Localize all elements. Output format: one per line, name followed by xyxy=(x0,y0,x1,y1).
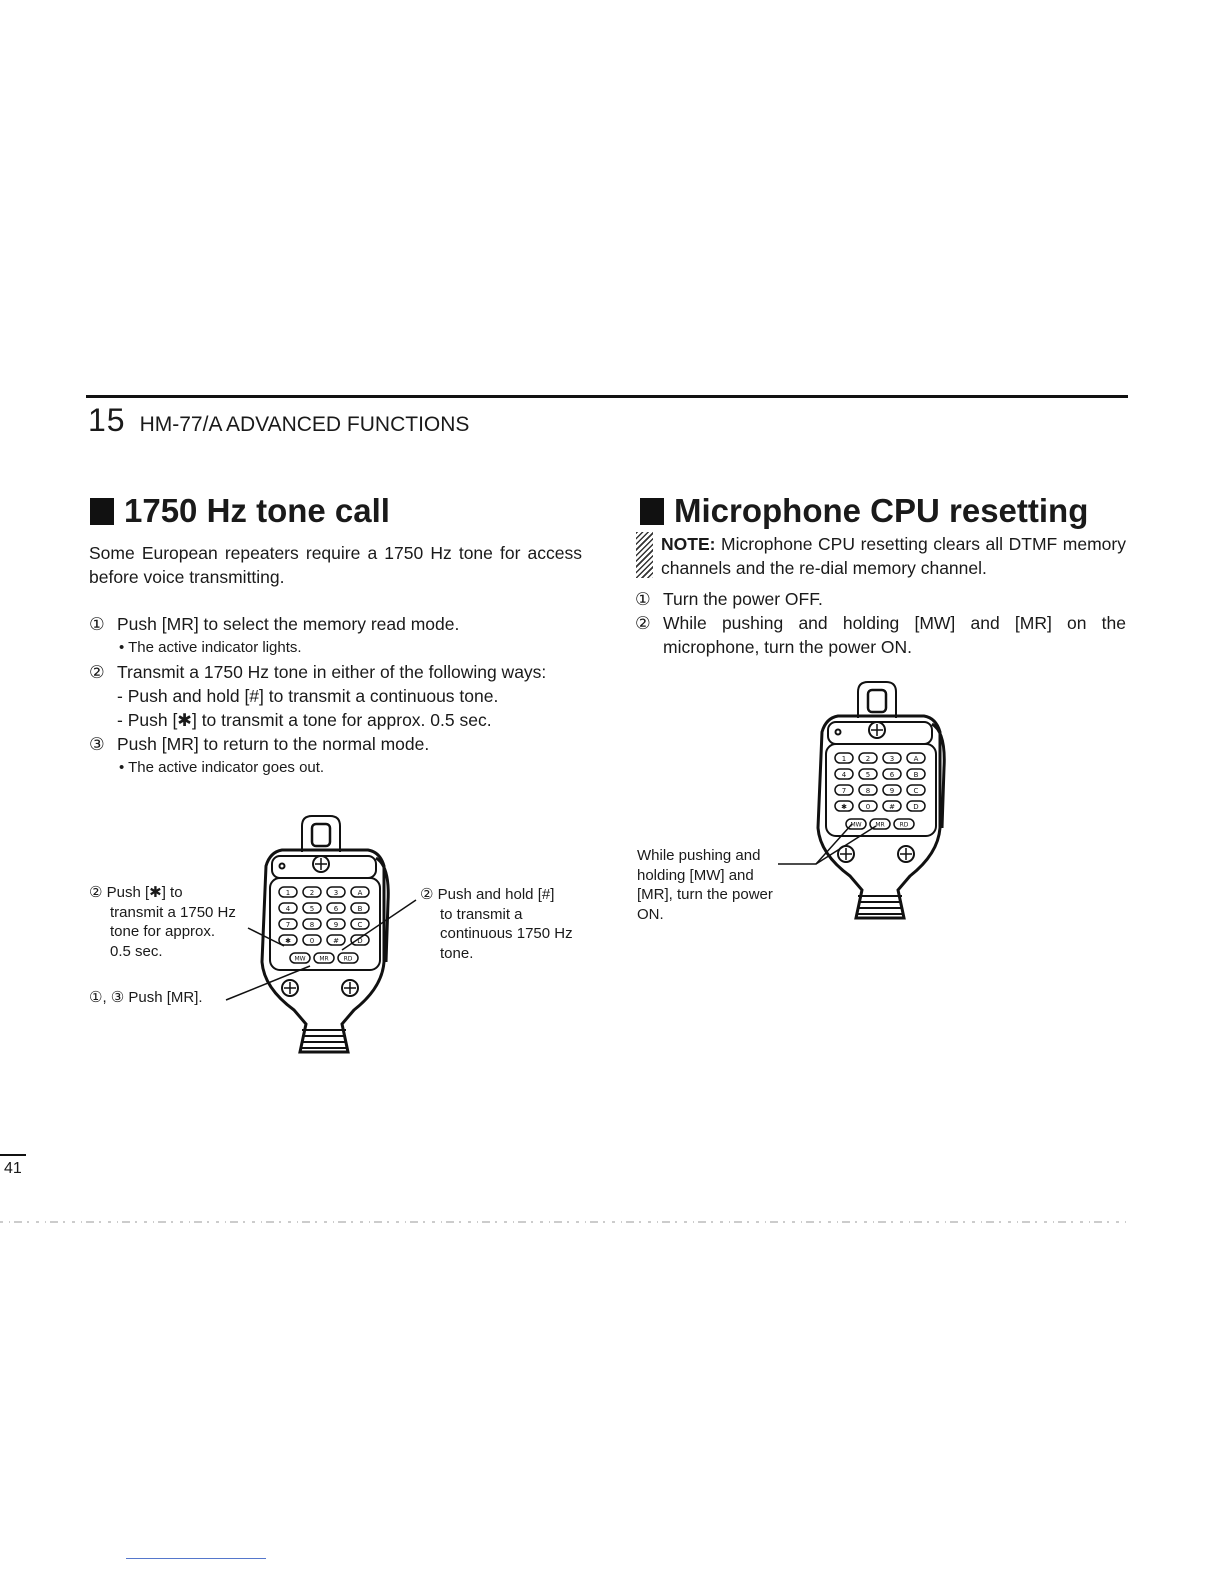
note-label: NOTE: xyxy=(661,534,716,554)
mic-side-ridge xyxy=(932,724,944,828)
mic-key-label: 0 xyxy=(865,803,871,811)
scan-speckle-line xyxy=(0,1216,1140,1228)
mic-indicator-icon xyxy=(836,730,841,735)
step-text: Transmit a 1750 Hz tone in either of the following ways: xyxy=(117,662,547,682)
mic-key-label: 2 xyxy=(865,755,871,763)
callout-hash-key xyxy=(420,885,573,963)
mic-key-label: # xyxy=(333,937,339,945)
leader-line-reset xyxy=(778,824,852,864)
section-bullet-icon xyxy=(90,498,114,525)
mic-key-label: 7 xyxy=(841,787,847,795)
callout-line: [MR], turn the power xyxy=(637,886,773,903)
microphone-illustration-left xyxy=(222,812,422,1058)
step-text: While pushing and holding [MW] and [MR] on the microphone, turn the power ON. xyxy=(663,613,1126,657)
mic-top-panel xyxy=(272,856,376,878)
callout-line: holding [MW] and xyxy=(637,866,754,884)
step-number: ② xyxy=(89,662,105,682)
leader-line-star xyxy=(248,928,284,946)
callout-line: 0.5 sec. xyxy=(110,942,163,960)
note-body: Microphone CPU resetting clears all DTMF memory channels and the re-dial memory channel. xyxy=(661,534,1126,578)
section-title-tone-call xyxy=(90,492,390,530)
page-number-rule xyxy=(0,1154,26,1156)
mic-body-outline xyxy=(262,850,384,1052)
mic-key-label: D xyxy=(913,803,919,811)
mic-hanger-window xyxy=(312,824,330,846)
note-hatch-icon xyxy=(636,532,653,578)
step-2-option-hold: - Push and hold [#] to transmit a continuous tone. xyxy=(117,686,499,706)
mic-key-label: C xyxy=(357,921,363,929)
accent-underline xyxy=(126,1558,266,1559)
mic-body-outline xyxy=(818,716,940,918)
mic-key-label: 5 xyxy=(309,905,315,913)
mic-key-label: D xyxy=(357,937,363,945)
mic-key-label: 9 xyxy=(333,921,339,929)
mic-key-label: B xyxy=(913,771,919,779)
callout-line: tone for approx. xyxy=(110,923,216,940)
step-1 xyxy=(89,612,582,636)
mic-key-label: 3 xyxy=(889,755,895,763)
microphone-illustration-right xyxy=(776,678,956,924)
mic-func-key-label: RD xyxy=(899,821,909,829)
mic-indicator-icon xyxy=(280,864,285,869)
step-3-note: • The active indicator goes out. xyxy=(119,759,325,776)
callout-mr-key: ①, ③ Push [MR]. xyxy=(89,989,203,1006)
mic-key-label: 1 xyxy=(285,889,291,897)
step-2 xyxy=(89,660,582,684)
callout-star-key xyxy=(89,883,236,961)
mic-key-label: A xyxy=(357,889,363,897)
page-number: 41 xyxy=(4,1160,22,1177)
section-title-cpu-reset xyxy=(640,492,1088,530)
mic-key-label: 8 xyxy=(309,921,315,929)
mic-hanger-window xyxy=(868,690,886,712)
step-3 xyxy=(89,732,582,756)
intro-paragraph: Some European repeaters require a 1750 Hz tone for access before voice transmitting. xyxy=(89,543,582,587)
step-number: ③ xyxy=(89,734,105,754)
chapter-number: 15 xyxy=(88,402,126,438)
mic-func-key-label: RD xyxy=(343,955,353,963)
step-text: Push [MR] to return to the normal mode. xyxy=(117,734,430,754)
step-number: ① xyxy=(635,589,651,609)
step-text: Push [MR] to select the memory read mode. xyxy=(117,614,460,634)
callout-line: ② Push and hold [#] xyxy=(420,886,555,903)
mic-top-panel xyxy=(828,722,932,744)
header-rule xyxy=(86,395,1128,398)
mic-key-label: 0 xyxy=(309,937,315,945)
mic-func-key-label: MR xyxy=(319,955,329,963)
mic-key-label: # xyxy=(889,803,895,811)
mic-key-label: 8 xyxy=(865,787,871,795)
mic-key-label: B xyxy=(357,905,363,913)
step-2 xyxy=(635,611,1126,659)
mic-key-label: 5 xyxy=(865,771,871,779)
section-bullet-icon xyxy=(640,498,664,525)
section-title-text: 1750 Hz tone call xyxy=(124,492,390,529)
mic-key-label: 6 xyxy=(333,905,339,913)
mic-key-label: 2 xyxy=(309,889,315,897)
mic-key-label: 6 xyxy=(889,771,895,779)
mic-key-label: A xyxy=(913,755,919,763)
mic-key-label: 4 xyxy=(285,905,291,913)
step-1-note: • The active indicator lights. xyxy=(119,639,302,656)
callout-line: tone. xyxy=(440,944,474,962)
mic-func-key-label: MR xyxy=(875,821,885,829)
mic-side-ridge xyxy=(376,858,388,962)
section-title-text: Microphone CPU resetting xyxy=(674,492,1089,529)
callout-line: to transmit a xyxy=(440,905,523,923)
tone-call-steps xyxy=(89,612,582,780)
step-1 xyxy=(635,587,1126,611)
step-text: Turn the power OFF. xyxy=(663,589,823,609)
chapter-title: HM-77/A ADVANCED FUNCTIONS xyxy=(139,413,470,436)
callout-line: continuous 1750 Hz xyxy=(440,925,573,942)
mic-key-label: C xyxy=(913,787,919,795)
note-text xyxy=(661,532,1126,580)
callout-line: transmit a 1750 Hz xyxy=(110,903,236,921)
note-box xyxy=(636,532,1126,580)
callout-reset xyxy=(637,846,773,924)
callout-line: ② Push [✱] to xyxy=(89,884,183,901)
step-2-option-push: - Push [✱] to transmit a tone for approx. 0.5 sec. xyxy=(117,710,492,730)
step-number: ② xyxy=(635,613,651,633)
mic-key-label: 1 xyxy=(841,755,847,763)
mic-func-key-label: MW xyxy=(294,955,306,963)
mic-func-key-label: MW xyxy=(850,821,862,829)
callout-line: While pushing and xyxy=(637,847,761,864)
mic-key-label: ✱ xyxy=(285,937,291,945)
step-number: ① xyxy=(89,614,105,634)
mic-key-label: 3 xyxy=(333,889,339,897)
mic-key-label: ✱ xyxy=(841,803,847,811)
cpu-reset-steps xyxy=(635,587,1126,659)
chapter-header xyxy=(88,402,469,439)
mic-key-label: 4 xyxy=(841,771,847,779)
mic-key-label: 7 xyxy=(285,921,291,929)
callout-line: ON. xyxy=(637,905,664,923)
mic-key-label: 9 xyxy=(889,787,895,795)
